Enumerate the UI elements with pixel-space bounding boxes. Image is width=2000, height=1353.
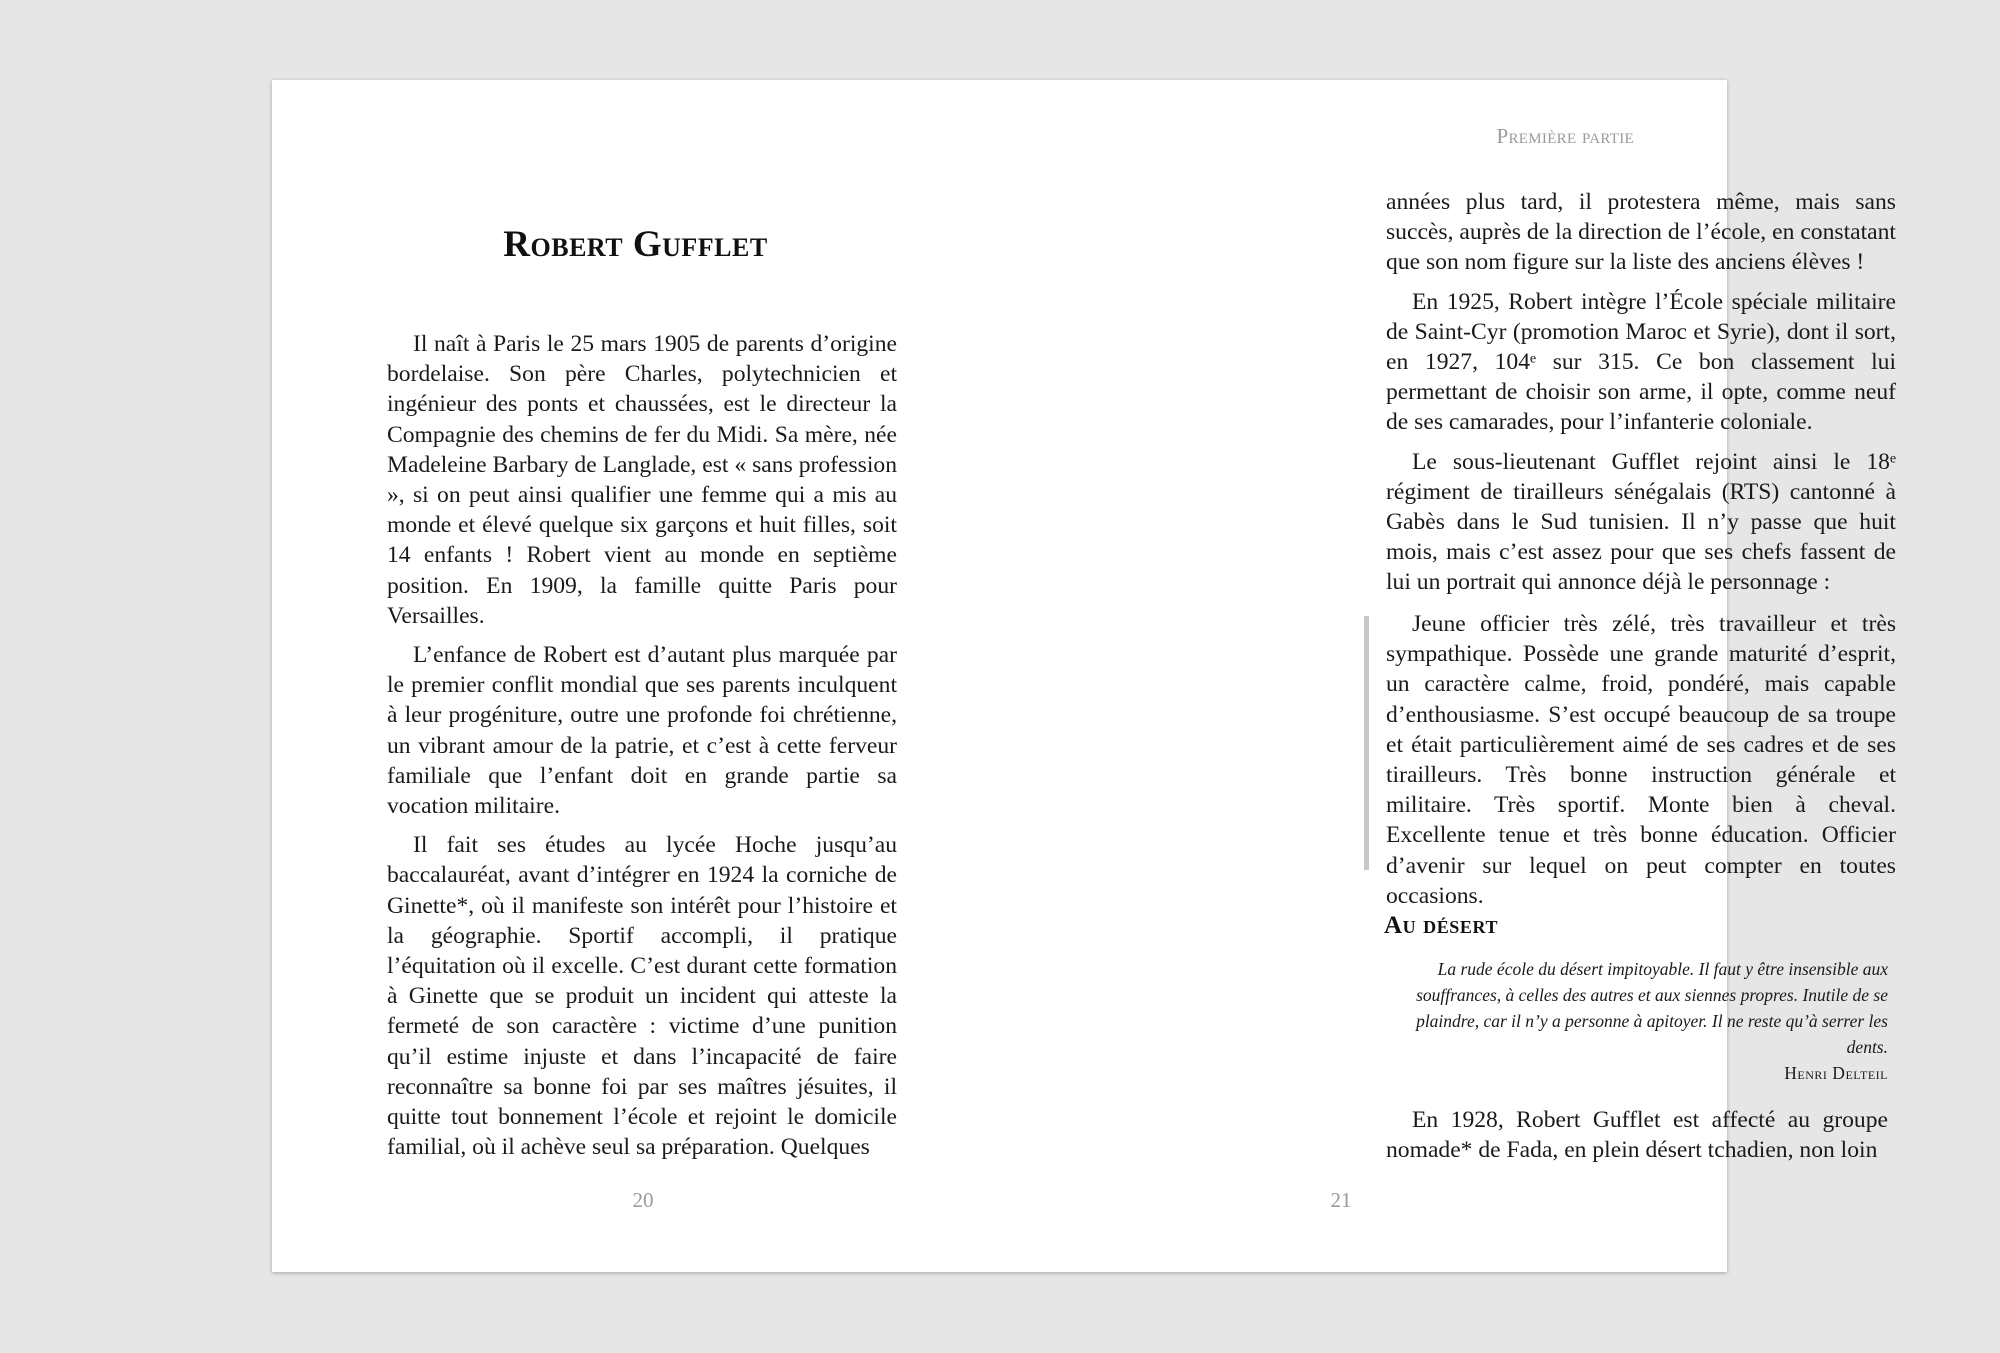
blockquote (1386, 609, 1896, 920)
epigraph: La rude école du désert impitoyable. Il faut y être insensible aux souffrances, à celles des autres et aux siennes propres. Inutile de se plaindre, car il n’y a personne à apitoyer. Il ne reste qu’à serrer les dents. (1416, 959, 1888, 1057)
section-title: Au désert (1384, 912, 1499, 939)
left-page-body (387, 329, 897, 1171)
right-page-body (1386, 187, 1896, 607)
blockquote-bar (1364, 616, 1369, 870)
paragraph: En 1925, Robert intègre l’École spéciale militaire de Saint-Cyr (promotion Maroc et Syrie), dont il sort, en 1927, 104ᵉ sur 315. Ce bon classement lui permettant de choisir son arme, il opte, comme neuf de ses camarades, pour l’infanterie coloniale. (1386, 288, 1896, 436)
paragraph: En 1928, Robert Gufflet est affecté au groupe nomade* de Fada, en plein désert tchadien, non loin (1386, 1107, 1888, 1164)
paragraph: Il fait ses études au lycée Hoche jusqu’au baccalauréat, avant d’intégrer en 1924 la corniche de Ginette*, où il manifeste son intérêt pour l’histoire et la géographie. Sportif accompli, il pratique l’équitation où il excelle. C’est durant cette formation à Ginette que se produit un incident qui atteste la fermeté de son caractère : victime d’une punition qu’il estime injuste et dans l’incapacité de faire reconnaître sa bonne foi par ses maîtres jésuites, il quitte tout bonnement l’école et rejoint le domicile familial, où il achève seul sa préparation. Quelques (387, 832, 897, 1161)
right-page-final-paragraph (1386, 1105, 1888, 1174)
page-number-left: 20 (632, 1188, 654, 1212)
paragraph: L’enfance de Robert est d’autant plus marquée par le premier conflit mondial que ses parents inculquent à leur progéniture, outre une profonde foi chrétienne, un vibrant amour de la patrie, et c’est à cette ferveur familiale que l’enfant doit en grande partie sa vocation militaire. (387, 642, 897, 820)
chapter-title: Robert Gufflet (503, 224, 768, 265)
right-page (999, 80, 1896, 1272)
left-page (272, 80, 999, 1272)
epigraph-author: Henri Delteil (1784, 1063, 1888, 1083)
running-head: Première partie (1496, 124, 1634, 148)
paragraph: Le sous-lieutenant Gufflet rejoint ainsi le 18ᵉ régiment de tirailleurs sénégalais (RTS) cantonné à Gabès dans le Sud tunisien. Il n’y passe que huit mois, mais c’est assez pour que ses chefs fassent de lui un portrait qui annonce déjà le personnage : (1386, 448, 1896, 596)
page-number-right: 21 (1330, 1188, 1352, 1212)
paragraph: Il naît à Paris le 25 mars 1905 de parents d’origine bordelaise. Son père Charles, polytechnicien et ingénieur des ponts et chaussées, est le directeur la Compagnie des chemins de fer du Midi. Sa mère, née Madeleine Barbary de Langlade, est « sans profession », si on peut ainsi qualifier une femme qui a mis au monde et élevé quelque six garçons et huit filles, soit 14 enfants ! Robert vient au monde en septième position. En 1909, la famille quitte Paris pour Versailles. (387, 331, 897, 629)
blockquote-text: Jeune officier très zélé, très travailleur et très sympathique. Possède une grande maturité d’esprit, un caractère calme, froid, pondéré, mais capable d’enthousiasme. S’est occupé beaucoup de sa troupe et était particulièrement aimé de ses cadres et de ses tirailleurs. Très bonne instruction générale et militaire. Très sportif. Monte bien à cheval. Excellente tenue et très bonne éducation. Officier d’avenir sur lequel on peut compter en toutes occasions. (1386, 611, 1896, 909)
book-spread (272, 80, 1896, 1272)
paragraph: années plus tard, il protestera même, mais sans succès, auprès de la direction de l’école, en constatant que son nom figure sur la liste des anciens élèves ! (1386, 189, 1896, 276)
